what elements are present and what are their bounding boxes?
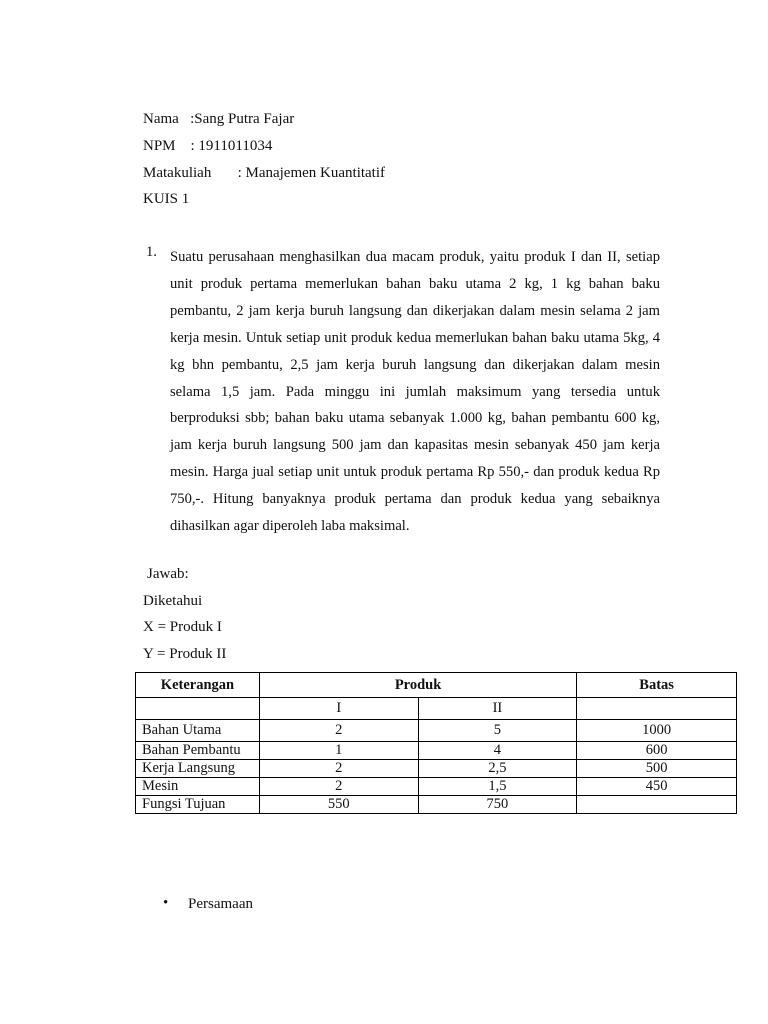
row-label: Kerja Langsung bbox=[136, 760, 260, 778]
course-name: Matakuliah : Manajemen Kuantitatif bbox=[143, 165, 386, 181]
table-cell: 1 bbox=[259, 742, 418, 760]
table-cell: 5 bbox=[418, 720, 577, 742]
table-row bbox=[136, 778, 737, 796]
table-cell: 600 bbox=[577, 742, 737, 760]
table-header-row bbox=[136, 673, 737, 698]
table-row bbox=[136, 760, 737, 778]
table-cell: 2,5 bbox=[418, 760, 577, 778]
header-batas: Batas bbox=[577, 673, 737, 698]
subheader-product-2: II bbox=[418, 698, 577, 720]
table-subheader-row bbox=[136, 698, 737, 720]
table-cell: 4 bbox=[418, 742, 577, 760]
table-cell bbox=[577, 796, 737, 814]
header-keterangan: Keterangan bbox=[136, 673, 260, 698]
row-label: Bahan Utama bbox=[136, 720, 260, 742]
bullet-item-persamaan: Persamaan bbox=[188, 896, 253, 912]
table-cell: 550 bbox=[259, 796, 418, 814]
table-cell: 1000 bbox=[577, 720, 737, 742]
table-cell: 1,5 bbox=[418, 778, 577, 796]
row-label: Fungsi Tujuan bbox=[136, 796, 260, 814]
table-cell: 500 bbox=[577, 760, 737, 778]
table-cell bbox=[577, 698, 737, 720]
student-npm: NPM : 1911011034 bbox=[143, 138, 273, 154]
known-label: Diketahui bbox=[143, 593, 203, 609]
table-cell: 2 bbox=[259, 760, 418, 778]
x-definition: X = Produk I bbox=[143, 619, 222, 635]
header-produk: Produk bbox=[259, 673, 576, 698]
table-row bbox=[136, 742, 737, 760]
row-label: Mesin bbox=[136, 778, 260, 796]
table-cell: 2 bbox=[259, 720, 418, 742]
table-cell: 2 bbox=[259, 778, 418, 796]
table-cell bbox=[136, 698, 260, 720]
student-name: Nama :Sang Putra Fajar bbox=[143, 111, 295, 127]
y-definition: Y = Produk II bbox=[143, 646, 227, 662]
row-label: Bahan Pembantu bbox=[136, 742, 260, 760]
question-number: 1. bbox=[146, 244, 157, 260]
table-cell: 450 bbox=[577, 778, 737, 796]
question-text: Suatu perusahaan menghasilkan dua macam produk, yaitu produk I dan II, setiap unit produk pertama memerlukan bahan baku utama 2 kg, 1 kg bahan baku pembantu, 2 jam kerja buruh langsung dan dikerjakan dalam mesin selama 2 jam kerja mesin. Untuk setiap unit produk kedua memerlukan bahan baku utama 5kg, 4 kg bhn pembantu, 2,5 jam kerja buruh langsung dan dikerjakan dalam mesin selama 1,5 jam. Pada minggu ini jumlah maksimum yang tersedia untuk berproduksi sbb; bahan baku utama sebanyak 1.000 kg, bahan pembantu 600 kg, jam kerja buruh langsung 500 jam dan kapasitas mesin sebanyak 450 jam kerja mesin. Harga jual setiap unit untuk produk pertama Rp 550,- dan produk kedua Rp 750,-. Hitung banyaknya produk pertama dan produk kedua yang sebaiknya dihasilkan agar diperoleh laba maksimal. bbox=[170, 249, 660, 535]
table-cell: 750 bbox=[418, 796, 577, 814]
subheader-product-1: I bbox=[259, 698, 418, 720]
quiz-title: KUIS 1 bbox=[143, 191, 190, 207]
answer-label: Jawab: bbox=[147, 566, 189, 582]
table-row bbox=[136, 796, 737, 814]
table-row bbox=[136, 720, 737, 742]
production-table bbox=[135, 672, 737, 814]
bullet-icon: • bbox=[163, 895, 169, 911]
